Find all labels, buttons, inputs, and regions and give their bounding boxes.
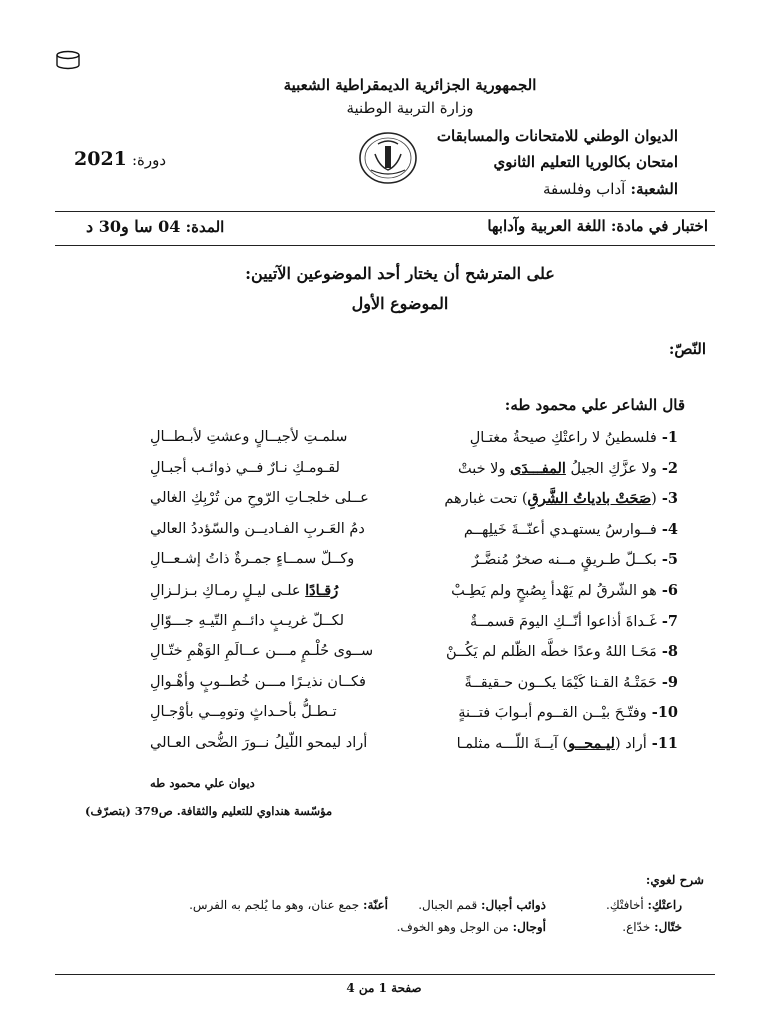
verse-text: ) آيــةَ اللّـــه مثلمـا <box>456 736 569 752</box>
verse-2-second-hemistich: لقـومـكِ نـارٌ فــي ذوائـب أجبـالِ <box>150 460 340 476</box>
verse-number: 2 <box>667 460 678 477</box>
gloss-item-awjal: أوجال: من الوجل وهو الخوف. <box>396 920 546 934</box>
verse-number: 11 <box>657 735 678 752</box>
verse-1-first-hemistich <box>470 429 678 446</box>
verse-underlined-word: صَحَتْ بادياتُ الشَّرقِ <box>527 490 652 507</box>
gloss-item-khattal: ختّال: خدّاع. <box>622 920 682 934</box>
verse-text: وفتّـحَ بيْــن القــوم أبـوابَ فتــنةٍ <box>458 705 647 721</box>
page-number: صفحة 1 من 4 <box>346 981 422 995</box>
verse-5-second-hemistich: وكــلّ سمــاءٍ جمـرةٌ ذاتُ إشـعــالِ <box>150 551 355 567</box>
session-label: دورة: <box>131 151 167 169</box>
verse-text: ولا خبتْ <box>458 461 511 477</box>
verse-6-first-hemistich <box>451 582 678 599</box>
verse-dash: - <box>656 460 668 477</box>
verse-dash: - <box>656 521 668 538</box>
verse-8-second-hemistich: ســوى حُلْـمٍ مـــن عــالَمِ الوَهْمِ ختّـالِ <box>150 643 374 659</box>
verse-dash: - <box>656 643 668 660</box>
verse-text: ( <box>651 491 657 507</box>
gloss-item-a3inna: أعنّة: جمع عنان، وهو ما يُلجم به الفرس. <box>189 898 388 912</box>
stream-value: آداب وفلسفة <box>543 180 626 198</box>
verse-number: 9 <box>667 674 678 691</box>
ministry-emblem-icon <box>357 130 419 186</box>
verse-11-first-hemistich <box>457 735 678 752</box>
verse-dash: - <box>656 490 668 507</box>
database-icon <box>55 50 81 70</box>
verse-number: 5 <box>667 551 678 568</box>
verse-dash: - <box>656 582 668 599</box>
duration-line <box>86 217 224 236</box>
verse-text: هو الشّرقُ لم يَهْدأ بِصُبحٍ ولم يَطِـبْ <box>451 583 657 599</box>
verse-dash: - <box>656 613 668 630</box>
republic-title: الجمهورية الجزائرية الديمقراطية الشعبية <box>283 76 537 94</box>
poet-intro: قال الشاعر علي محمود طه: <box>504 396 685 414</box>
gloss-item-thawaib: ذوائب أجبال: قمم الجبال. <box>418 898 546 912</box>
verse-9-first-hemistich <box>465 674 678 691</box>
verse-4-first-hemistich <box>464 521 678 538</box>
duration-value: 04 سا و30 د <box>86 217 181 236</box>
verse-9-second-hemistich: فكــان نذيـرًا مـــن خُطــوبٍ وأهْـوالِ <box>150 674 366 690</box>
subject-divider <box>55 245 715 246</box>
verse-2-first-hemistich <box>458 460 678 477</box>
footer-divider <box>55 974 715 975</box>
verse-3-first-hemistich <box>444 490 678 507</box>
verse-text: ولا عزَّكِ الجيلُ <box>565 461 657 477</box>
exam-name: امتحان بكالوريا التعليم الثانوي <box>493 153 678 171</box>
verse-number: 7 <box>667 613 678 630</box>
verse-7-first-hemistich <box>470 613 678 630</box>
verse-underlined-word: رُقـادًا <box>305 582 339 599</box>
verse-text: غَـداةَ أذاعوا أنّــكِ اليومَ قسمــةٌ <box>470 614 657 630</box>
verse-10-second-hemistich: تـطـلُّ بأحـداثٍ وتومِــي بأوْجـالِ <box>150 704 337 720</box>
verse-dash: - <box>646 704 658 721</box>
session-info <box>74 148 166 170</box>
session-year: 2021 <box>74 148 127 170</box>
verse-number: 3 <box>667 490 678 507</box>
office-name: الديوان الوطني للامتحانات والمسابقات <box>436 127 678 145</box>
verse-dash: - <box>656 429 668 446</box>
verse-underlined-word: المفـــدَى <box>510 460 566 477</box>
verse-text: حَمَتْـهُ القـنا كَيْمَا يكــون حـقيقــةً <box>464 675 657 691</box>
verse-1-second-hemistich: سلمـتِ لأجيــالٍ وعشتِ لأبـطــالِ <box>150 429 348 445</box>
verse-8-first-hemistich <box>446 643 678 660</box>
verse-10-first-hemistich <box>458 704 678 721</box>
topic-title: الموضوع الأول <box>351 294 449 313</box>
verse-11-second-hemistich: أراد ليمحو اللّيلُ نــورَ الضُّحى العـالي <box>150 735 368 751</box>
verse-number: 6 <box>667 582 678 599</box>
verse-text: فــوارسُ يستهـدي أعنّــةَ خَيلِهــم <box>463 522 657 538</box>
stream-label: الشعبة: <box>630 180 678 198</box>
verse-text: مَحَـا اللهُ وعدًا خطَّه الظّلم لم يَكُــنْ <box>445 644 657 660</box>
verse-4-second-hemistich: دمُ العَـربِ الفـاديــن والسّؤددُ العالي <box>150 521 365 537</box>
verse-text: فلسطينُ لا راعتْكِ صيحةُ مغتـالِ <box>469 430 657 446</box>
verse-7-second-hemistich: لكــلّ غريـبٍ دائــمِ التّيـهِ جـــوّالِ <box>150 613 345 629</box>
verse-number: 8 <box>667 643 678 660</box>
instruction: على المترشح أن يختار أحد الموضوعين الآتيين: <box>245 264 555 283</box>
verse-text: بكــلّ طـريقٍ مــنه صخرٌ مُنضَّـرٌ <box>471 552 657 568</box>
source-divan: ديوان علي محمود طه <box>150 776 255 790</box>
gloss-item-ra3atki: راعتْكِ: أخافتْكِ. <box>606 898 682 912</box>
verse-dash: - <box>656 551 668 568</box>
stream-line <box>543 180 678 198</box>
ministry-title: وزارة التربية الوطنية <box>346 99 474 117</box>
source-publisher: مؤسّسة هنداوي للتعليم والثقافة. ص379 (بتصرّف) <box>85 804 333 818</box>
verse-3-second-hemistich: عــلى خلجـاتِ الرّوحِ من تُرْبِكِ الغالي <box>150 490 369 506</box>
subject-label: اختبار في مادة: <box>610 217 708 235</box>
verse-text: ) تحت غبارهم <box>444 491 528 507</box>
subject-line <box>487 217 708 235</box>
verse-dash: - <box>646 735 658 752</box>
verse-text: علـى ليـلٍ رمـاكِ بـزلـزالِ <box>150 583 306 599</box>
header-divider <box>55 211 715 212</box>
subject-value: اللغة العربية وآدابها <box>487 217 606 235</box>
glossary-title: شرح لغوي: <box>645 873 704 887</box>
verse-number: 1 <box>667 429 678 446</box>
verse-underlined-word: ليـمحــو <box>568 735 615 752</box>
duration-label: المدة: <box>185 218 225 236</box>
verse-5-first-hemistich <box>472 551 678 568</box>
verse-6-second-hemistich <box>150 582 338 599</box>
verse-number: 4 <box>667 521 678 538</box>
verse-text: أراد ( <box>614 736 647 752</box>
verse-number: 10 <box>657 704 678 721</box>
verse-dash: - <box>656 674 668 691</box>
text-label: النّصّ: <box>668 340 706 358</box>
